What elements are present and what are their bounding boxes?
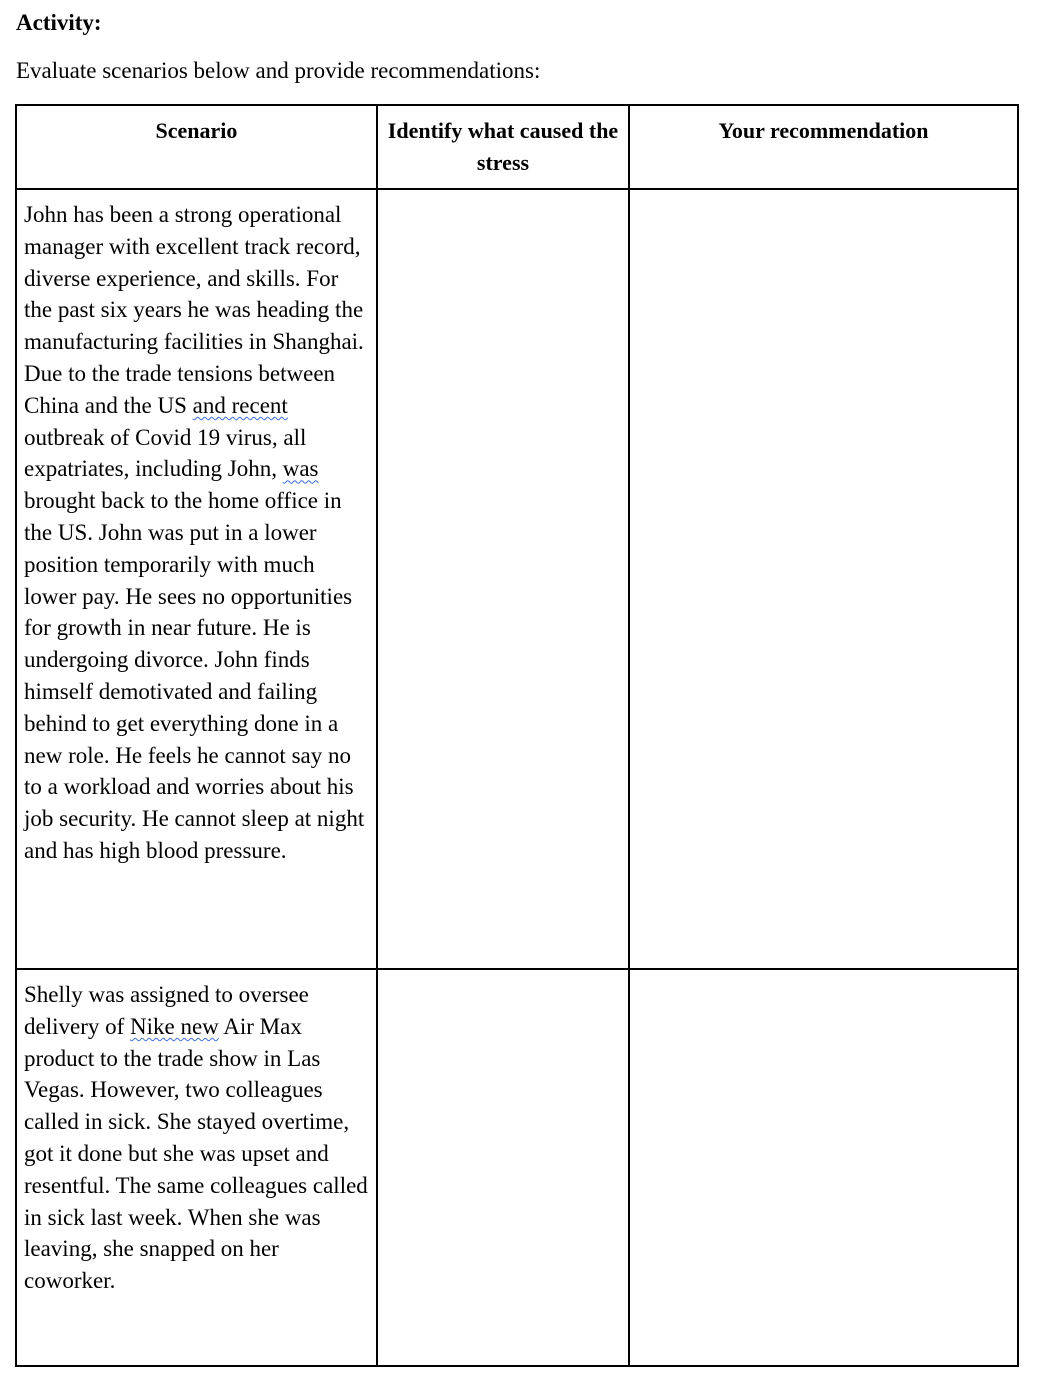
recommendation-cell[interactable]	[629, 969, 1018, 1366]
scenario-cell	[16, 189, 377, 969]
grammar-flag[interactable]: was	[282, 456, 319, 482]
scenario-cell	[16, 969, 377, 1366]
header-cause: Identify what caused the stress	[377, 105, 629, 189]
table-row	[16, 969, 1018, 1366]
activity-instruction: Evaluate scenarios below and provide recommendations:	[16, 58, 541, 83]
header-scenario: Scenario	[16, 105, 377, 189]
activity-heading: Activity:	[16, 10, 102, 35]
activity-table	[15, 104, 1019, 1367]
header-recommendation: Your recommendation	[629, 105, 1018, 189]
grammar-flag[interactable]: and recent	[192, 392, 288, 418]
cause-cell[interactable]	[377, 189, 629, 969]
recommendation-cell[interactable]	[629, 189, 1018, 969]
scenario-text: Shelly was assigned to oversee delivery of Nike new Air Max product to the trade show in Las Vegas. However, two colleagues called in sick. She stayed overtime, got it done but she was upset and resentful. The same colleagues called in sick last week. When she was leaving, she snapped on her coworker.	[24, 982, 368, 1294]
table-header-row	[16, 105, 1018, 189]
table-row	[16, 189, 1018, 969]
scenario-text: John has been a strong operational manager with excellent track record, diverse experience, and skills. For the past six years he was heading the manufacturing facilities in Shanghai. Due to the trade tensions between China and the US and recent outbreak of Covid 19 virus, all expatriates, including John, was brought back to the home office in the US. John was put in a lower position temporarily with much lower pay. He sees no opportunities for growth in near future. He is undergoing divorce. John finds himself demotivated and failing behind to get everything done in a new role. He feels he cannot say no to a workload and worries about his job security. He cannot sleep at night and has high blood pressure.	[24, 202, 365, 863]
grammar-flag[interactable]: Nike new	[130, 1013, 219, 1039]
cause-cell[interactable]	[377, 969, 629, 1366]
